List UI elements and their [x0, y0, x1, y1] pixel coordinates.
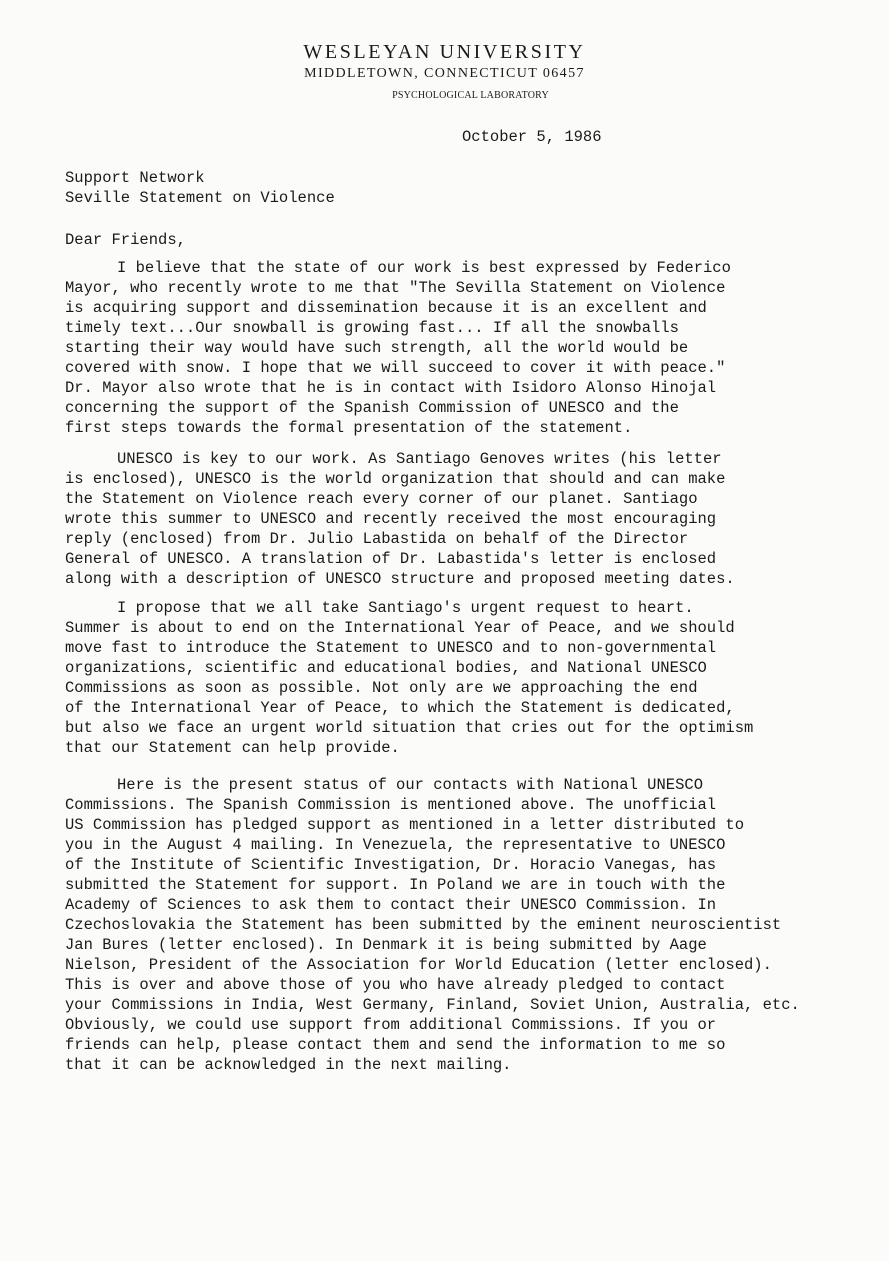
- paragraph-4: [65, 775, 855, 1075]
- letterhead-university: WESLEYAN UNIVERSITY: [303, 41, 586, 63]
- salutation: Dear Friends,: [65, 231, 186, 249]
- paragraph-line: This is over and above those of you who have already pledged to contact: [65, 976, 726, 994]
- paragraph-line: timely text...Our snowball is growing fast... If all the snowballs: [65, 319, 679, 337]
- paragraph-line: US Commission has pledged support as mentioned in a letter distributed to: [65, 816, 745, 834]
- paragraph-line: Czechoslovakia the Statement has been submitted by the eminent neuroscientist: [65, 916, 782, 934]
- paragraph-line: starting their way would have such strength, all the world would be: [65, 339, 689, 357]
- paragraph-line: along with a description of UNESCO structure and proposed meeting dates.: [65, 570, 735, 588]
- paragraph-line: friends can help, please contact them and send the information to me so: [65, 1036, 726, 1054]
- paragraph-line: first steps towards the formal presentation of the statement.: [65, 419, 633, 437]
- paragraph-line: move fast to introduce the Statement to UNESCO and to non-governmental: [65, 639, 717, 657]
- paragraph-line: covered with snow. I hope that we will succeed to cover it with peace.": [65, 359, 726, 377]
- paragraph-line: General of UNESCO. A translation of Dr. Labastida's letter is enclosed: [65, 550, 717, 568]
- paragraph-line: submitted the Statement for support. In Poland we are in touch with the: [65, 876, 726, 894]
- paragraph-line: of the Institute of Scientific Investigation, Dr. Horacio Vanegas, has: [65, 856, 717, 874]
- paragraph-2: [65, 449, 855, 589]
- paragraph-3: [65, 598, 855, 758]
- paragraph-line: you in the August 4 mailing. In Venezuela, the representative to UNESCO: [65, 836, 726, 854]
- paragraph-line: that it can be acknowledged in the next mailing.: [65, 1056, 512, 1074]
- paragraph-line: Nielson, President of the Association for World Education (letter enclosed).: [65, 956, 772, 974]
- paragraph-line: your Commissions in India, West Germany, Finland, Soviet Union, Australia, etc.: [65, 996, 800, 1014]
- paragraph-line: the Statement on Violence reach every corner of our planet. Santiago: [65, 490, 698, 508]
- letter-date: October 5, 1986: [462, 128, 602, 146]
- paragraph-line: Commissions as soon as possible. Not only are we approaching the end: [65, 679, 698, 697]
- paragraph-line: Summer is about to end on the International Year of Peace, and we should: [65, 619, 735, 637]
- paragraph-line: Mayor, who recently wrote to me that "The Sevilla Statement on Violence: [65, 279, 726, 297]
- paragraph-line: UNESCO is key to our work. As Santiago Genoves writes (his letter: [117, 450, 722, 468]
- recipient-address: [65, 168, 335, 208]
- paragraph-line: that our Statement can help provide.: [65, 739, 400, 757]
- paragraph-line: Dr. Mayor also wrote that he is in contact with Isidoro Alonso Hinojal: [65, 379, 717, 397]
- paragraph-line: Obviously, we could use support from additional Commissions. If you or: [65, 1016, 717, 1034]
- paragraph-line: wrote this summer to UNESCO and recently received the most encouraging: [65, 510, 717, 528]
- address-line: Support Network: [65, 169, 205, 187]
- paragraph-line: I believe that the state of our work is best expressed by Federico: [117, 259, 731, 277]
- paragraph-line: concerning the support of the Spanish Commission of UNESCO and the: [65, 399, 679, 417]
- letterhead-city: MIDDLETOWN, CONNECTICUT 06457: [304, 66, 585, 81]
- paragraph-line: Jan Bures (letter enclosed). In Denmark it is being submitted by Aage: [65, 936, 707, 954]
- paragraph-line: I propose that we all take Santiago's urgent request to heart.: [117, 599, 694, 617]
- address-line: Seville Statement on Violence: [65, 189, 335, 207]
- letterhead-lab: PSYCHOLOGICAL LABORATORY: [392, 90, 549, 101]
- paragraph-line: Commissions. The Spanish Commission is mentioned above. The unofficial: [65, 796, 717, 814]
- paragraph-line: organizations, scientific and educational bodies, and National UNESCO: [65, 659, 707, 677]
- paragraph-line: is acquiring support and dissemination because it is an excellent and: [65, 299, 707, 317]
- paragraph-line: Academy of Sciences to ask them to contact their UNESCO Commission. In: [65, 896, 717, 914]
- paragraph-line: Here is the present status of our contacts with National UNESCO: [117, 776, 703, 794]
- paragraph-line: but also we face an urgent world situation that cries out for the optimism: [65, 719, 754, 737]
- paragraph-line: of the International Year of Peace, to which the Statement is dedicated,: [65, 699, 735, 717]
- paragraph-line: reply (enclosed) from Dr. Julio Labastida on behalf of the Director: [65, 530, 689, 548]
- paragraph-1: [65, 258, 855, 438]
- paragraph-line: is enclosed), UNESCO is the world organization that should and can make: [65, 470, 726, 488]
